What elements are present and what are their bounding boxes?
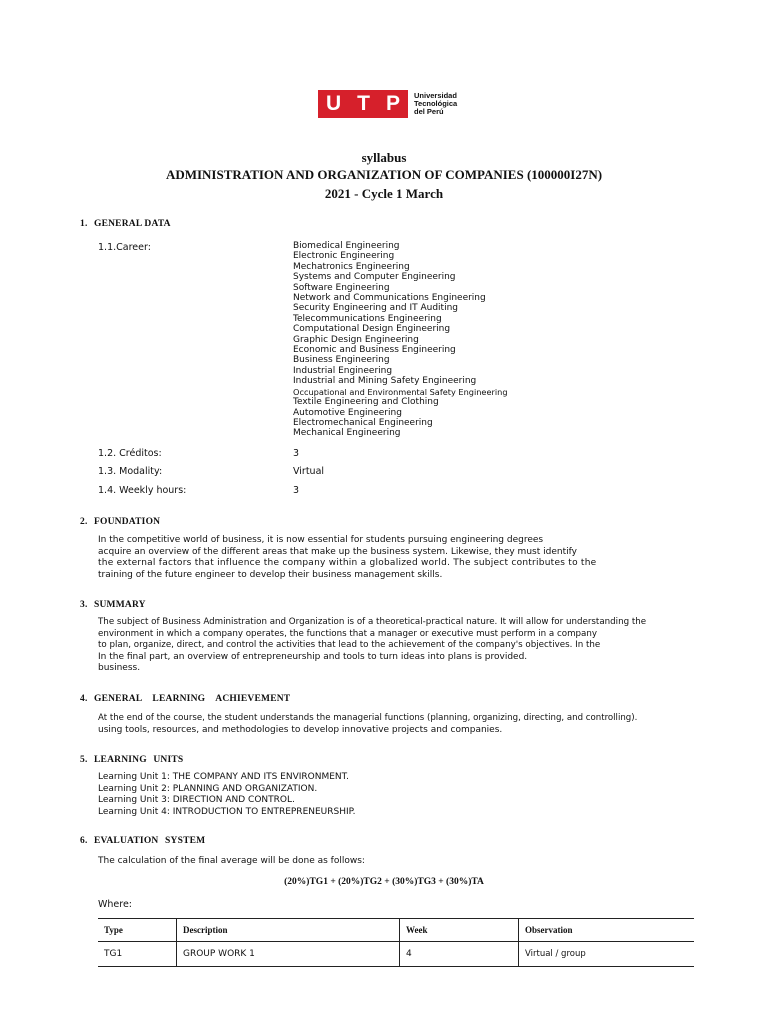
foundation-text (98, 535, 596, 581)
paragraph-line: using tools, resources, and methodologies to develop innovative projects and companies. (98, 724, 503, 735)
section-number: 5. (80, 755, 88, 765)
paragraph-line: The subject of Business Administration and Organization is of a theoretical-practical nature. It will allow for understanding the (98, 617, 647, 627)
career-item: Industrial and Mining Safety Engineering (293, 376, 477, 387)
table-cell: TG1 (98, 942, 177, 967)
credits-label: 1.2. Créditos: (98, 448, 162, 459)
section-title: GENERAL LEARNING ACHIEVEMENT (94, 694, 291, 704)
table-row (98, 942, 694, 967)
section-title: GENERAL DATA (94, 219, 171, 229)
section-number: 1. (80, 219, 88, 229)
career-item: Business Engineering (293, 355, 390, 366)
section-title: LEARNING UNITS (94, 755, 184, 765)
section-number: 2. (80, 517, 88, 527)
career-item: Security Engineering and IT Auditing (293, 303, 459, 314)
paragraph-line: business. (98, 663, 141, 674)
column-header: Observation (519, 919, 695, 942)
column-header: Description (177, 919, 400, 942)
logo-mark (318, 90, 408, 118)
career-item: Graphic Design Engineering (293, 334, 419, 345)
career-item: Electronic Engineering (293, 251, 395, 262)
summary-text (98, 617, 647, 675)
logo-name-line: del Perú (414, 107, 444, 116)
section-number: 4. (80, 694, 88, 704)
paragraph-line: the external factors that influence the company within a globalized world. The subject contributes to the (98, 558, 597, 569)
career-item: Network and Communications Engineering (293, 293, 486, 304)
logo-letter-u: U (325, 92, 342, 115)
modality-value: Virtual (293, 466, 325, 477)
career-item: Biomedical Engineering (293, 241, 400, 251)
career-item: Systems and Computer Engineering (293, 272, 456, 283)
logo-name-line: Universidad (414, 91, 457, 100)
section-heading-foundation (80, 517, 160, 527)
section-heading-general-data (80, 219, 171, 229)
section-number: 3. (80, 600, 88, 610)
career-label: 1.1.Career: (98, 242, 151, 253)
paragraph-line: training of the future engineer to develop their business management skills. (98, 569, 443, 580)
section-title: EVALUATION SYSTEM (94, 836, 206, 846)
career-item: Computational Design Engineering (293, 324, 451, 335)
logo-name-line: Tecnológica (414, 99, 458, 108)
section-heading-summary (80, 600, 146, 610)
utp-logo (318, 90, 457, 118)
career-item: Occupational and Environmental Safety Engineering (293, 386, 508, 397)
learning-unit-item: Learning Unit 2: PLANNING AND ORGANIZATION. (98, 783, 318, 794)
paragraph-line: At the end of the course, the student understands the managerial functions (planning, organizing, directing, and controlling). (98, 713, 638, 723)
doc-type-title: syllabus (361, 150, 407, 165)
section-heading-learning-units (80, 755, 183, 765)
career-list (293, 241, 508, 439)
career-item: Mechatronics Engineering (293, 261, 410, 272)
section-heading-achievement (80, 694, 290, 704)
logo-letter-t: T (357, 92, 370, 115)
logo-university-name (414, 92, 457, 116)
evaluation-table (98, 918, 694, 967)
section-title: SUMMARY (94, 600, 146, 610)
career-item: Industrial Engineering (293, 365, 393, 376)
paragraph-line: In the competitive world of business, it is now essential for students pursuing engineering degrees (98, 535, 544, 545)
course-title: ADMINISTRATION AND ORGANIZATION OF COMPANIES (100000I27N) (165, 167, 603, 182)
cycle-title: 2021 - Cycle 1 March (324, 186, 444, 201)
modality-label: 1.3. Modality: (98, 466, 163, 477)
grade-formula: (20%)TG1 + (20%)TG2 + (30%)TG3 + (30%)TA (284, 877, 484, 887)
table-cell: 4 (400, 942, 519, 967)
career-item: Mechanical Engineering (293, 428, 401, 439)
paragraph-line: acquire an overview of the different areas that make up the business system. Likewise, they must identify (98, 546, 577, 557)
paragraph-line: In the final part, an overview of entrepreneurship and tools to turn ideas into plans is provided. (98, 651, 528, 662)
career-item: Automotive Engineering (293, 407, 402, 418)
table-cell: Virtual / group (519, 942, 695, 967)
career-item: Telecommunications Engineering (293, 313, 442, 324)
section-heading-evaluation (80, 836, 205, 846)
achievement-text (98, 713, 638, 736)
weekly-hours-label: 1.4. Weekly hours: (98, 485, 187, 496)
evaluation-intro: The calculation of the final average will be done as follows: (98, 856, 365, 866)
logo-letter-p: P (385, 92, 400, 115)
career-item: Software Engineering (293, 282, 390, 293)
career-item: Textile Engineering and Clothing (293, 397, 439, 408)
career-item: Economic and Business Engineering (293, 345, 456, 356)
column-header: Type (98, 919, 177, 942)
table-cell: GROUP WORK 1 (177, 942, 400, 967)
where-label: Where: (98, 899, 133, 910)
career-item: Electromechanical Engineering (293, 417, 433, 428)
learning-unit-item: Learning Unit 3: DIRECTION AND CONTROL. (98, 795, 295, 806)
table-header-row (98, 919, 694, 942)
learning-unit-item: Learning Unit 1: THE COMPANY AND ITS ENVIRONMENT. (98, 772, 349, 782)
learning-unit-item: Learning Unit 4: INTRODUCTION TO ENTREPRENEURSHIP. (98, 806, 356, 817)
credits-value: 3 (293, 448, 300, 459)
learning-units-list (98, 772, 596, 818)
paragraph-line: environment in which a company operates, the functions that a manager or executive must perform in a company (98, 628, 598, 639)
column-header: Week (400, 919, 519, 942)
weekly-hours-value: 3 (293, 485, 300, 496)
section-number: 6. (80, 836, 88, 846)
section-title: FOUNDATION (94, 517, 161, 527)
paragraph-line: to plan, organize, direct, and control the activities that lead to the achievement of the company's objectives. In the (98, 640, 601, 651)
